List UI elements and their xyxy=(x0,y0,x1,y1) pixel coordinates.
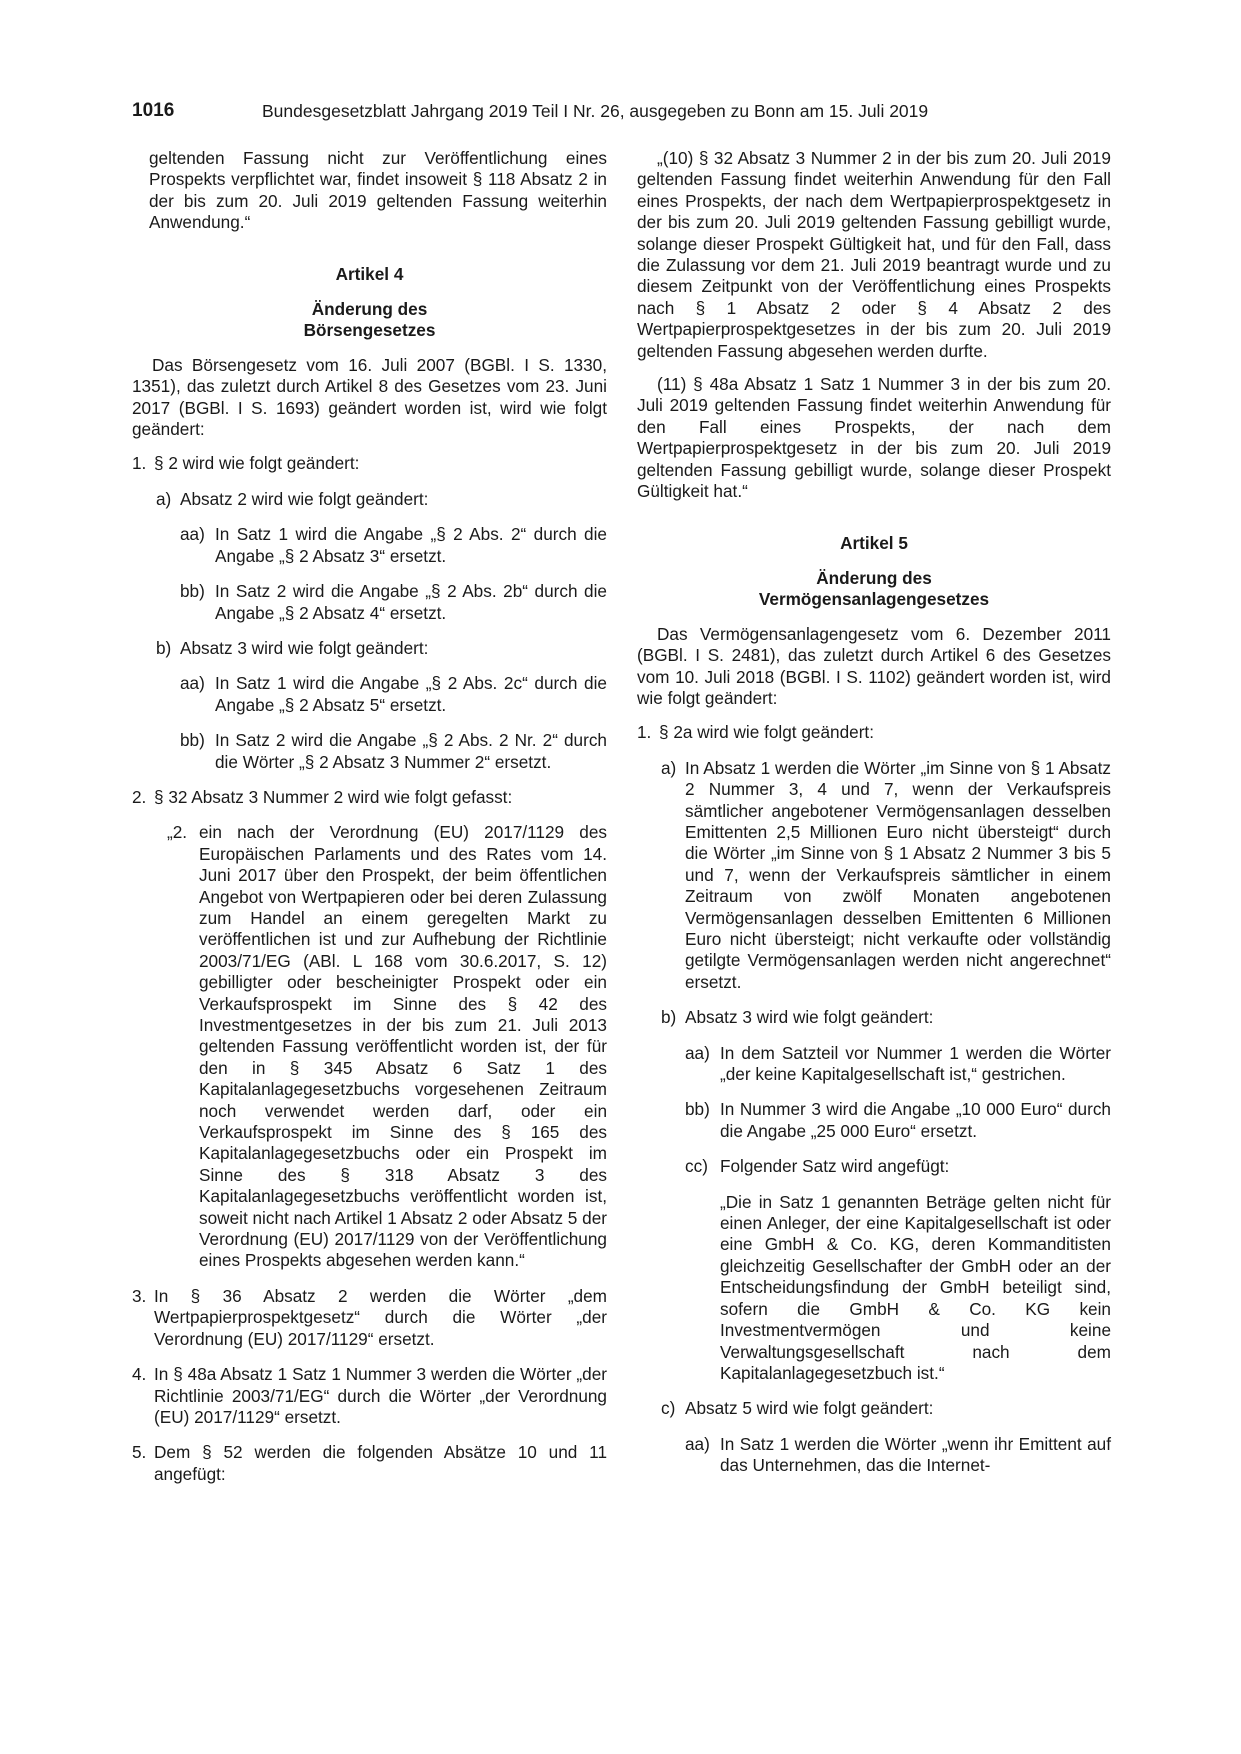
list-text: In Nummer 3 wird die Angabe „10 000 Euro“ durch die Angabe „25 000 Euro“ ersetzt. xyxy=(720,1099,1111,1141)
list-item-2 xyxy=(132,787,607,808)
list-item-1b xyxy=(156,638,607,659)
list-number: 4. xyxy=(132,1364,147,1385)
list-item-1a-bb xyxy=(180,581,607,624)
article-5-title-line1: Änderung des xyxy=(816,567,932,588)
list-letter: a) xyxy=(156,488,172,509)
list-item-1a-aa xyxy=(180,524,607,567)
article-5-label: Artikel 5 xyxy=(840,532,908,553)
list-item-1b-bb xyxy=(685,1099,1111,1142)
continued-text: geltenden Fassung nicht zur Veröffentlichung eines Prospekts verpflichtet war, findet insoweit § 118 Absatz 2 in der bis zum 20. Juli 2019 geltenden Fassung weiterhin Anwendung.“ xyxy=(149,148,607,233)
list-text: Absatz 3 wird wie folgt geändert: xyxy=(685,1007,934,1028)
list-text: In Satz 1 wird die Angabe „§ 2 Abs. 2c“ durch die Angabe „§ 2 Absatz 5“ ersetzt. xyxy=(215,673,607,715)
list-item-1b-cc xyxy=(685,1156,1111,1177)
article-4-preamble: Das Börsengesetz vom 16. Juli 2007 (BGBl. I S. 1330, 1351), das zuletzt durch Artikel 8 des Gesetzes vom 23. Juni 2017 (BGBl. I S. 1693) geändert worden ist, wird wie folgt geändert: xyxy=(132,354,607,440)
list-item-3 xyxy=(132,1286,607,1350)
article-4-title-line1: Änderung des xyxy=(311,299,428,320)
quoted-label: „2. xyxy=(167,822,188,843)
list-sublabel: aa) xyxy=(180,524,205,545)
list-letter: c) xyxy=(661,1398,676,1419)
article-4-label: Artikel 4 xyxy=(335,263,404,284)
list-text: In Satz 1 werden die Wörter „wenn ihr Emittent auf das Unternehmen, das die Internet- xyxy=(720,1433,1111,1476)
list-number: 5. xyxy=(132,1442,147,1463)
list-text: In § 48a Absatz 1 Satz 1 Nummer 3 werden die Wörter „der Richtlinie 2003/71/EG“ durch die Wörter „der Verordnung (EU) 2017/1129“ ersetzt. xyxy=(154,1364,607,1427)
list-item-1a xyxy=(661,758,1111,993)
list-text: In Satz 1 wird die Angabe „§ 2 Abs. 2“ durch die Angabe „§ 2 Absatz 3“ ersetzt. xyxy=(215,524,607,566)
list-text: § 2 wird wie folgt geändert: xyxy=(154,453,360,474)
list-item-4 xyxy=(132,1364,607,1428)
list-text: Absatz 3 wird wie folgt geändert: xyxy=(180,637,429,658)
list-item-1b-aa xyxy=(685,1043,1111,1086)
list-item-1 xyxy=(637,722,1111,743)
list-number: 3. xyxy=(132,1285,147,1306)
paragraph-11: (11) § 48a Absatz 1 Satz 1 Nummer 3 in der bis zum 20. Juli 2019 geltenden Fassung findet weiterhin Anwendung für den Fall eines Prospekts, der nach dem Wertpapierprospektgesetz in der bis zum 20. Juli 2019 geltenden Fassung gebilligt wurde, solange dieser Prospekt Gültigkeit hat.“ xyxy=(637,374,1111,502)
list-text: In Satz 2 wird die Angabe „§ 2 Abs. 2 Nr. 2“ durch die Wörter „§ 2 Absatz 3 Nummer 2“ ersetzt. xyxy=(215,730,607,772)
list-letter: b) xyxy=(661,1007,677,1028)
list-text: Absatz 5 wird wie folgt geändert: xyxy=(685,1398,934,1419)
running-head: Bundesgesetzblatt Jahrgang 2019 Teil I Nr. 26, ausgegeben zu Bonn am 15. Juli 2019 xyxy=(262,101,929,121)
list-sublabel: aa) xyxy=(685,1433,710,1454)
page-header xyxy=(132,100,1112,126)
list-item-1a xyxy=(156,489,607,510)
list-item-1b-bb xyxy=(180,730,607,773)
list-item-1c-aa xyxy=(685,1434,1111,1477)
list-number: 1. xyxy=(637,722,652,743)
list-sublabel: bb) xyxy=(180,730,205,751)
list-text: In Satz 2 wird die Angabe „§ 2 Abs. 2b“ durch die Angabe „§ 2 Absatz 4“ ersetzt. xyxy=(215,581,607,623)
paragraph-10: „(10) § 32 Absatz 3 Nummer 2 in der bis zum 20. Juli 2019 geltenden Fassung findet weiterhin Anwendung für den Fall eines Prospekts, der nach dem Wertpapierprospektgesetz in der bis zum 20. Juli 2019 geltenden Fassung gebilligt wurde, solange dieser Prospekt Gültigkeit hat, und für den Fall, dass die Zulassung vor dem 21. Juli 2019 beantragt wurde und zu diesem Zeitpunkt von der Veröffentlichung eines Prospekts nach § 1 Absatz 2 oder § 4 Absatz 2 des Wertpapierprospektgesetzes in der bis zum 20. Juli 2019 geltenden Fassung abgesehen werden durfte. xyxy=(637,148,1111,361)
list-text: In Absatz 1 werden die Wörter „im Sinne von § 1 Absatz 2 Nummer 3, 4 und 7, wenn der Verkaufspreis sämtlicher angebotener Vermögensanlagen desselben Emittenten 2,5 Millionen Euro nicht übersteigt“ durch die Wörter „im Sinne von § 1 Absatz 2 Nummer 3 bis 5 und 7, wenn der Verkaufspreis sämtlicher in einem Zeitraum von zwölf Monaten angebotenen Vermögensanlagen desselben Emittenten 6 Millionen Euro nicht übersteigt; nicht verkaufte oder vollständig getilgte Vermögensanlagen werden nicht angerechnet“ ersetzt. xyxy=(685,757,1111,992)
quoted-sentence: „Die in Satz 1 genannten Beträge gelten nicht für einen Anleger, der eine Kapitalgesellschaft ist oder eine GmbH & Co. KG, deren Kommanditisten gleichzeitig Gesellschafter der GmbH oder an der Entscheidungsfindung der GmbH beteiligt sind, sofern die GmbH & Co. KG kein Investmentvermögen und keine Verwaltungsgesellschaft nach dem Kapitalanlagegesetzbuch ist.“ xyxy=(720,1191,1111,1383)
list-text: Dem § 52 werden die folgenden Absätze 10 und 11 angefügt: xyxy=(154,1442,607,1484)
right-column xyxy=(637,148,1111,1477)
list-text: Absatz 2 wird wie folgt geändert: xyxy=(180,488,429,509)
article-5-title-line2: Vermögensanlagengesetzes xyxy=(758,589,990,610)
list-sublabel: aa) xyxy=(180,673,205,694)
article-4-title-line2: Börsengesetzes xyxy=(303,320,436,341)
list-sublabel: bb) xyxy=(685,1099,710,1120)
list-item-1c xyxy=(661,1398,1111,1419)
list-item-5 xyxy=(132,1442,607,1485)
list-letter: b) xyxy=(156,637,172,658)
list-text: § 2a wird wie folgt geändert: xyxy=(659,722,874,743)
list-item-1 xyxy=(132,453,607,474)
article-5-preamble: Das Vermögensanlagengesetz vom 6. Dezember 2011 (BGBl. I S. 2481), das zuletzt durch Artikel 6 des Gesetzes vom 10. Juli 2018 (BGBl. I S. 1102) geändert worden ist, wird wie folgt geändert: xyxy=(637,623,1111,708)
list-text: In dem Satzteil vor Nummer 1 werden die Wörter „der keine Kapitalgesellschaft ist,“ gestrichen. xyxy=(720,1042,1111,1085)
list-letter: a) xyxy=(661,757,677,778)
page-number: 1016 xyxy=(132,100,175,121)
list-sublabel: aa) xyxy=(685,1042,710,1063)
list-text: In § 36 Absatz 2 werden die Wörter „dem Wertpapierprospektgesetz“ durch die Wörter „der Verordnung (EU) 2017/1129“ ersetzt. xyxy=(154,1285,607,1349)
list-sublabel: cc) xyxy=(685,1156,708,1177)
left-column xyxy=(132,148,607,1485)
quoted-text: ein nach der Verordnung (EU) 2017/1129 des Europäischen Parlaments und des Rates vom 14. Juni 2017 über den Prospekt, der beim öffentlichen Angebot von Wertpapieren oder bei deren Zulassung zum Handel an einem geregelten Markt zu veröffentlichen ist und zur Aufhebung der Richtlinie 2003/71/EG (ABl. L 168 vom 30.6.2017, S. 12) gebilligter oder bescheinigter Prospekt oder ein Verkaufsprospekt im Sinne des § 42 des Investmentgesetzes in der bis zum 21. Juli 2013 geltenden Fassung veröffentlicht worden ist, der für den in § 345 Absatz 6 Satz 1 des Kapitalanlagegesetzbuchs vorgesehenen Zeitraum noch verwendet werden darf, oder ein Verkaufsprospekt im Sinne des § 165 des Kapitalanlagegesetzbuchs oder ein Prospekt im Sinne des § 318 Absatz 3 des Kapitalanlagegesetzbuchs veröffentlicht worden ist, soweit nicht nach Artikel 1 Absatz 2 oder Absatz 5 der Verordnung (EU) 2017/1129 von der Veröffentlichung eines Prospekts abgesehen werden kann.“ xyxy=(199,822,607,1271)
list-text: § 32 Absatz 3 Nummer 2 wird wie folgt gefasst: xyxy=(154,786,513,807)
list-sublabel: bb) xyxy=(180,581,205,602)
quoted-number-2 xyxy=(167,822,607,1272)
list-text: Folgender Satz wird angefügt: xyxy=(720,1156,950,1177)
list-item-1b-aa xyxy=(180,673,607,716)
list-number: 1. xyxy=(132,453,147,474)
list-number: 2. xyxy=(132,786,147,807)
list-item-1b xyxy=(661,1007,1111,1028)
